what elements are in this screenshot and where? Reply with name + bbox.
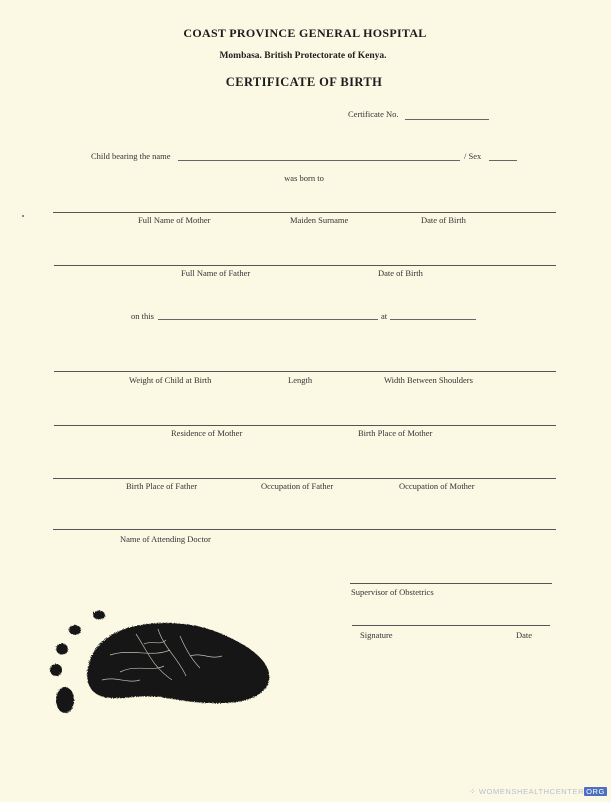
mother-full-name-label: Full Name of Mother: [138, 215, 211, 225]
certificate-no-label: Certificate No.: [348, 109, 399, 119]
birthplace-mother-label: Birth Place of Mother: [358, 428, 433, 438]
birthplace-father-label: Birth Place of Father: [126, 481, 198, 491]
on-this-line: [158, 319, 378, 320]
hospital-name: COAST PROVINCE GENERAL HOSPITAL: [183, 26, 427, 40]
watermark-site: WOMENSHEALTHCENTER: [478, 787, 585, 796]
occupation-line: [53, 478, 556, 479]
attending-doctor-label: Name of Attending Doctor: [120, 534, 211, 544]
baby-footprint-icon: [40, 600, 280, 725]
father-dob-label: Date of Birth: [378, 268, 423, 278]
watermark-logo-icon: ⁘: [469, 787, 479, 796]
signature-label: Signature: [360, 630, 393, 640]
measurements-line: [54, 371, 556, 372]
mother-line: [53, 212, 556, 213]
doctor-line: [53, 529, 556, 530]
occupation-mother-label: Occupation of Mother: [399, 481, 475, 491]
signature-line: [352, 625, 550, 626]
sex-label: / Sex: [464, 151, 482, 161]
born-to-label: was born to: [284, 173, 324, 183]
residence-line: [54, 425, 556, 426]
at-label: at: [381, 311, 388, 321]
supervisor-label: Supervisor of Obstetrics: [351, 587, 434, 597]
width-shoulders-label: Width Between Shoulders: [384, 375, 473, 385]
on-this-label: on this: [131, 311, 154, 321]
site-watermark: [469, 787, 607, 796]
certificate-no-line: [405, 119, 489, 120]
maiden-surname-label: Maiden Surname: [290, 215, 349, 225]
child-name-label: Child bearing the name: [91, 151, 171, 161]
certificate-title: CERTIFICATE OF BIRTH: [225, 75, 383, 89]
child-name-line: [178, 160, 460, 161]
father-full-name-label: Full Name of Father: [181, 268, 251, 278]
father-line: [54, 265, 556, 266]
sex-line: [489, 160, 517, 161]
speck: [22, 215, 24, 217]
weight-label: Weight of Child at Birth: [129, 375, 212, 385]
date-label: Date: [516, 630, 533, 640]
hospital-location: Mombasa. British Protectorate of Kenya.: [219, 51, 387, 61]
supervisor-line: [350, 583, 552, 584]
mother-dob-label: Date of Birth: [421, 215, 466, 225]
length-label: Length: [288, 375, 313, 385]
occupation-father-label: Occupation of Father: [261, 481, 334, 491]
at-line: [390, 319, 476, 320]
residence-mother-label: Residence of Mother: [171, 428, 243, 438]
watermark-tld: ORG: [586, 787, 605, 796]
